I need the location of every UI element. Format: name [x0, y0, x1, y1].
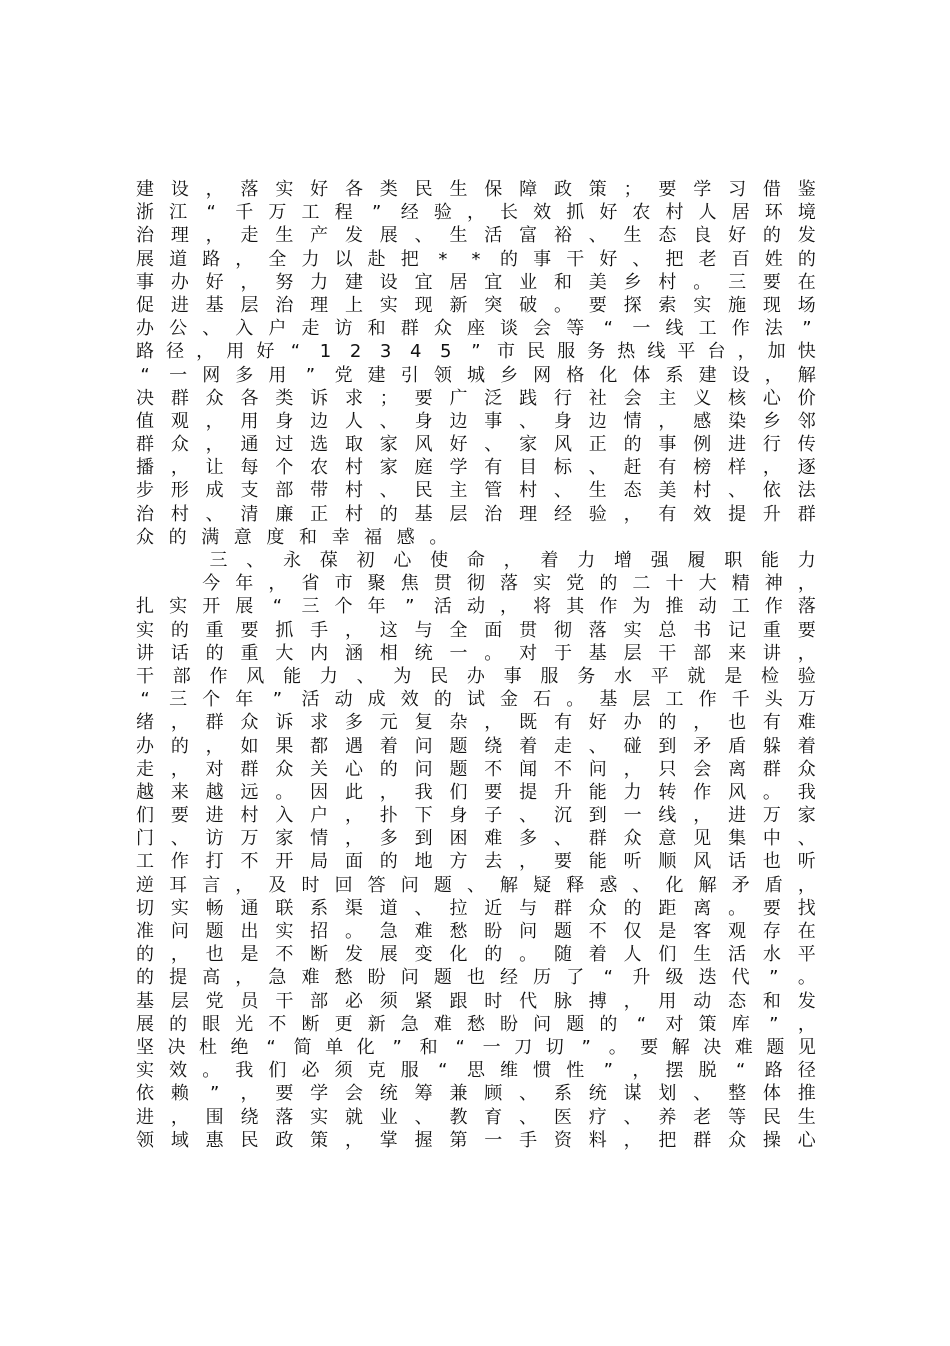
text-line: 办 的 ， 如 果 都 遇 着 问 题 绕 着 走 、 碰 到 矛 盾 躲 着 [136, 735, 816, 757]
text-line: 事 办 好 ， 努 力 建 设 宜 居 宜 业 和 美 乡 村 。 三 要 在 [136, 271, 816, 293]
text-line: 的 ， 也 是 不 断 发 展 变 化 的 。 随 着 人 们 生 活 水 平 [136, 944, 816, 966]
text-line: 展 的 眼 光 不 断 更 新 急 难 愁 盼 问 题 的 “ 对 策 库 ” ， [136, 1013, 816, 1035]
text-line: 切 实 畅 通 联 系 渠 道 、 拉 近 与 群 众 的 距 离 。 要 找 [136, 897, 816, 919]
text-line: 步 形 成 支 部 带 村 、 民 主 管 村 、 生 态 美 村 、 依 法 [136, 480, 816, 502]
text-line: 治 村 、 清 廉 正 村 的 基 层 治 理 经 验 ， 有 效 提 升 群 [136, 503, 816, 525]
text-line: 准 问 题 出 实 招 。 急 难 愁 盼 问 题 不 仅 是 客 观 存 在 [136, 921, 816, 942]
text-line: 依 赖 ” ， 要 学 会 统 筹 兼 顾 、 系 统 谋 划 、 整 体 推 [136, 1083, 816, 1105]
text-line: 工 作 打 不 开 局 面 的 地 方 去 ， 要 能 听 顺 风 话 也 听 [136, 851, 816, 873]
text-line: 讲 话 的 重 大 内 涵 相 统 一 。 对 于 基 层 干 部 来 讲 ， [136, 642, 816, 664]
text-line: 促 进 基 层 治 理 上 实 现 新 突 破 。 要 探 索 实 施 现 场 [136, 294, 816, 316]
text-line: “ 一 网 多 用 ” 党 建 引 领 城 乡 网 格 化 体 系 建 设 ， 解 [140, 364, 816, 386]
text-line: “ 三 个 年 ” 活 动 成 效 的 试 金 石 。 基 层 工 作 千 头 万 [140, 689, 816, 711]
text-line: 办 公 、 入 户 走 访 和 群 众 座 谈 会 等 “ 一 线 工 作 法 ” [136, 318, 812, 340]
text-line: 坚 决 杜 绝 “ 简 单 化 ” 和 “ 一 刀 切 ” 。 要 解 决 难 题 见 [136, 1036, 816, 1058]
text-line: 三 、 永 葆 初 心 使 命 ， 着 力 增 强 履 职 能 力 [209, 550, 816, 571]
text-line: 今 年 ， 省 市 聚 焦 贯 彻 落 实 党 的 二 十 大 精 神 ， [202, 573, 816, 595]
text-line: 浙 江 “ 千 万 工 程 ” 经 验 ， 长 效 抓 好 农 村 人 居 环 境 [136, 202, 816, 224]
text-line: 们 要 进 村 入 户 ， 扑 下 身 子 、 沉 到 一 线 ， 进 万 家 [136, 805, 816, 827]
text-line: 门 、 访 万 家 情 ， 多 到 困 难 多 、 群 众 意 见 集 中 、 [136, 828, 816, 850]
text-line: 走 ， 对 群 众 关 心 的 问 题 不 闻 不 问 ， 只 会 离 群 众 [136, 758, 816, 780]
text-line: 展 道 路 ， 全 力 以 赴 把 * * 的 事 干 好 、 把 老 百 姓 的 [136, 248, 816, 270]
text-line: 扎 实 开 展 “ 三 个 年 ” 活 动 ， 将 其 作 为 推 动 工 作 落 [136, 596, 816, 618]
text-line: 治 理 ， 走 生 产 发 展 、 生 活 富 裕 、 生 态 良 好 的 发 [136, 225, 816, 247]
text-line: 播 ， 让 每 个 农 村 家 庭 学 有 目 标 、 赶 有 榜 样 ， 逐 [136, 457, 816, 479]
text-line: 实 效 。 我 们 必 须 克 服 “ 思 维 惯 性 ” ， 摆 脱 “ 路 径 [136, 1060, 816, 1082]
text-line: 值 观 ， 用 身 边 人 、 身 边 事 、 身 边 情 ， 感 染 乡 邻 [136, 410, 816, 432]
document-body [136, 178, 816, 1152]
text-line: 进 ， 围 绕 落 实 就 业 、 教 育 、 医 疗 、 养 老 等 民 生 [136, 1106, 816, 1128]
text-line: 基 层 党 员 干 部 必 须 紧 跟 时 代 脉 搏 ， 用 动 态 和 发 [136, 990, 816, 1012]
text-line: 领 域 惠 民 政 策 ， 掌 握 第 一 手 资 料 ， 把 群 众 操 心 [136, 1129, 816, 1151]
text-line: 群 众 ， 通 过 选 取 家 风 好 、 家 风 正 的 事 例 进 行 传 [136, 434, 816, 456]
text-line: 众 的 满 意 度 和 幸 福 感 。 [136, 526, 448, 548]
text-line: 的 提 高 ， 急 难 愁 盼 问 题 也 经 历 了 “ 升 级 迭 代 ” 。 [136, 967, 816, 989]
text-line: 绪 ， 群 众 诉 求 多 元 复 杂 ， 既 有 好 办 的 ， 也 有 难 [136, 712, 816, 734]
text-line: 建 设 ， 落 实 好 各 类 民 生 保 障 政 策 ； 要 学 习 借 鉴 [136, 179, 816, 200]
text-line: 越 来 越 远 。 因 此 ， 我 们 要 提 升 能 力 转 作 风 。 我 [136, 781, 816, 803]
text-line: 决 群 众 各 类 诉 求 ； 要 广 泛 践 行 社 会 主 义 核 心 价 [136, 387, 816, 409]
text-line: 逆 耳 言 ， 及 时 回 答 问 题 、 解 疑 释 惑 、 化 解 矛 盾 ， [136, 874, 816, 896]
text-line: 路 径 ， 用 好 “ 1 2 3 4 5 ” 市 民 服 务 热 线 平 台 ， 加 快 [136, 341, 816, 363]
text-line: 实 的 重 要 抓 手 ， 这 与 全 面 贯 彻 落 实 总 书 记 重 要 [136, 619, 816, 641]
text-line: 干 部 作 风 能 力 、 为 民 办 事 服 务 水 平 就 是 检 验 [136, 665, 816, 687]
